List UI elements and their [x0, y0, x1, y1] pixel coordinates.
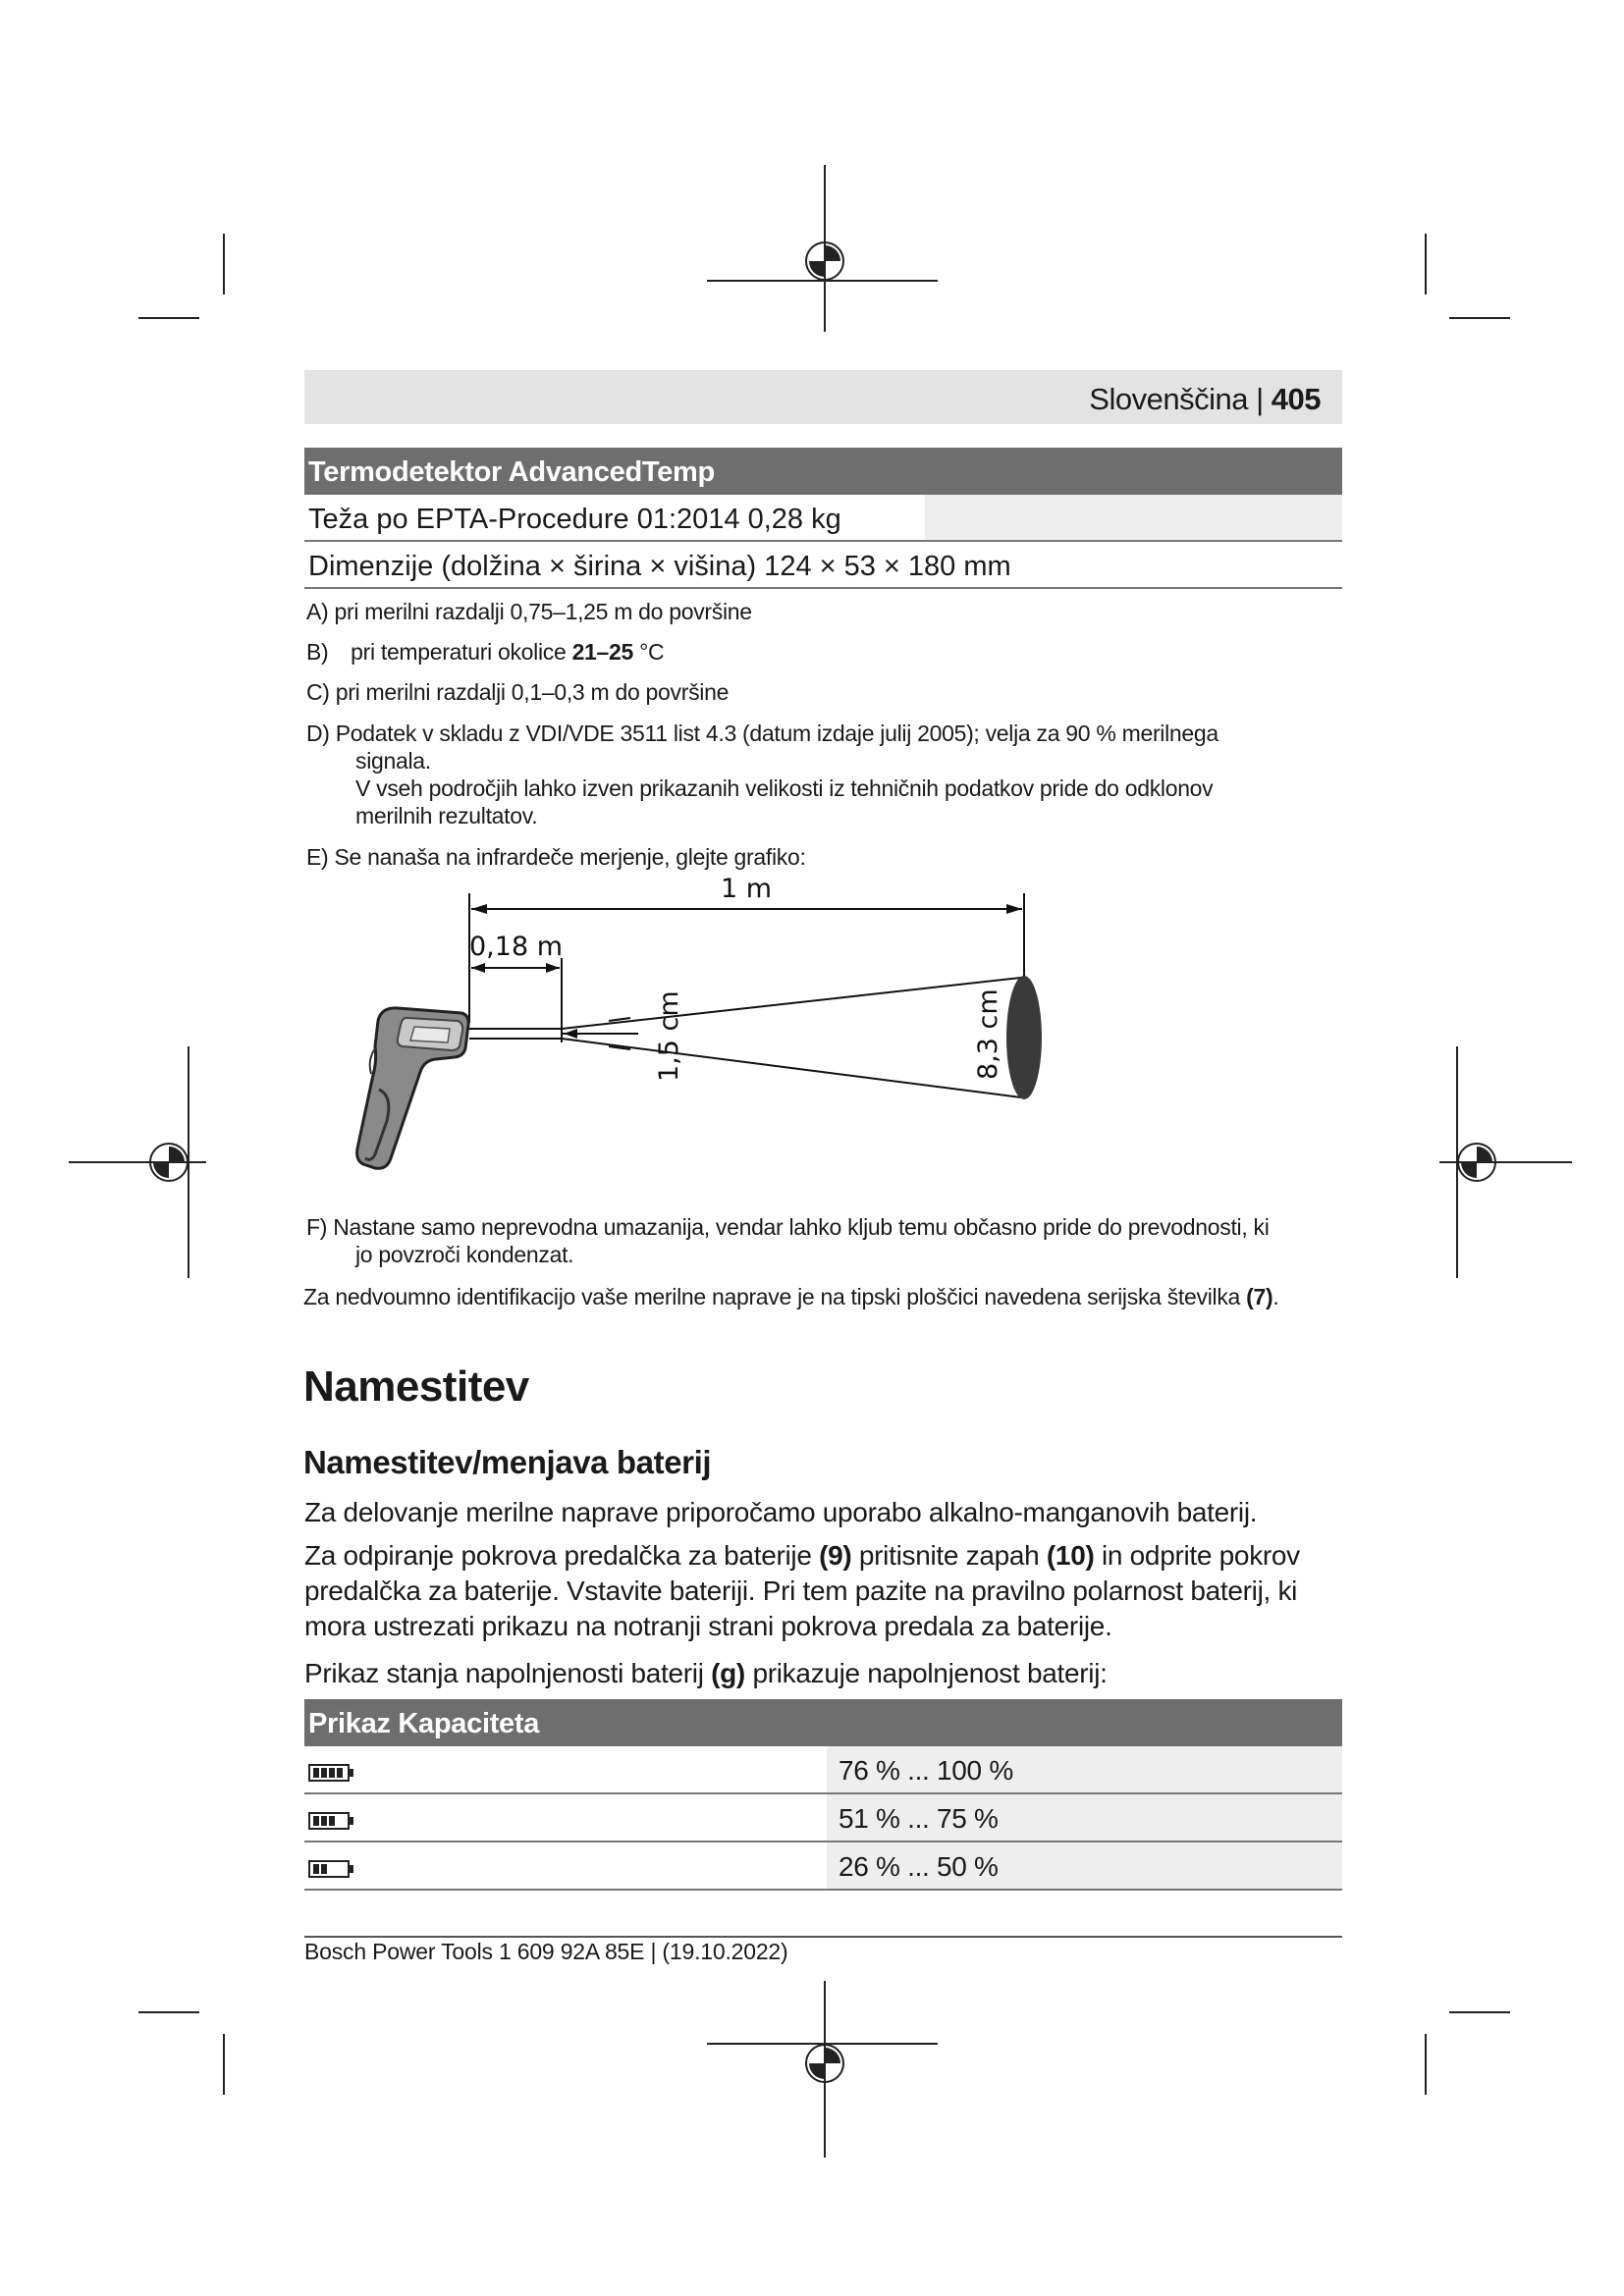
- thermometer-device-icon: [357, 1008, 469, 1168]
- measurement-diagram: [353, 864, 1060, 1198]
- registration-mark-left: [69, 1046, 206, 1282]
- spot-far-label: 8,3 cm: [973, 988, 1003, 1080]
- capacity-range: 51 % ... 75 %: [825, 1794, 1342, 1841]
- paragraph-charge-indicator: Prikaz stanja napolnjenosti baterij (g) prikazuje napolnjenost baterij:: [304, 1658, 1108, 1688]
- spec-row-weight: [304, 495, 1342, 542]
- spot-near-label: 1,5 cm: [654, 990, 684, 1082]
- capacity-range: 26 % ... 50 %: [825, 1842, 1342, 1889]
- registration-mark-top: [707, 165, 943, 332]
- footnote-a: A) pri merilni razdalji 0,75–1,25 m do površine: [306, 599, 752, 624]
- battery-4-bars-icon: [308, 1764, 355, 1782]
- distance-total-label: 1 m: [720, 874, 773, 904]
- capacity-range: 76 % ... 100 %: [825, 1746, 1342, 1792]
- footer-rule: [304, 1936, 1342, 1938]
- capacity-table-title: Prikaz Kapaciteta: [304, 1699, 1342, 1746]
- registration-mark-right: [1439, 1046, 1577, 1282]
- footnote-c: C) pri merilni razdalji 0,1–0,3 m do površine: [306, 679, 730, 705]
- subsection-heading: Namestitev/menjava baterij: [303, 1444, 712, 1480]
- capacity-row: [304, 1842, 1342, 1891]
- distance-near-label: 0,18 m: [469, 932, 564, 962]
- capacity-row: [304, 1794, 1342, 1842]
- page-footer: Bosch Power Tools 1 609 92A 85E | (19.10.2022): [304, 1939, 788, 1964]
- registration-mark-bottom: [707, 1981, 943, 2158]
- battery-2-bars-icon: [308, 1860, 355, 1878]
- battery-3-bars-icon: [308, 1812, 355, 1830]
- footnote-b: B) pri temperaturi okolice 21–25 °C: [306, 639, 665, 665]
- paragraph-battery-compartment: Za odpiranje pokrova predalčka za baterije (9) pritisnite zapah (10) in odprite pokrov predalčka za baterije. Vstavite bateriji. Pri tem pazite na pravilno polarnost baterij, ki mora ustrezati prikazu na notranji strani pokrova predala za baterije.: [304, 1540, 1300, 1641]
- footnote-e: E) Se nanaša na infrardeče merjenje, glejte grafiko:: [306, 844, 806, 870]
- page-number: 405: [1271, 382, 1321, 416]
- header-separator: |: [1256, 382, 1264, 416]
- paragraph-batteries-recommendation: Za delovanje merilne naprave priporočamo uporabo alkalno-manganovih baterij.: [304, 1497, 1258, 1527]
- spec-row-text: Teža po EPTA-Procedure 01:2014 0,28 kg: [308, 504, 841, 535]
- target-spot: [1006, 976, 1042, 1099]
- spec-row-dimensions: [304, 542, 1342, 589]
- header-section: Slovenščina: [1089, 382, 1248, 416]
- footnote-f: F) Nastane samo neprevodna umazanija, vendar lahko kljub temu občasno pride do prevodnosti, ki jo povzroči kondenzat.: [306, 1214, 1270, 1267]
- footnote-d: D) Podatek v skladu z VDI/VDE 3511 list 4.3 (datum izdaje julij 2005); velja za 90 % merilnega signala. V vseh področjih lahko izven prikazanih velikosti iz tehničnih podatkov pride do odklonov merilnih rezultatov.: [306, 721, 1218, 828]
- section-heading: Namestitev: [303, 1362, 529, 1411]
- spec-table-title: Termodetektor AdvancedTemp: [304, 448, 1342, 495]
- capacity-row: [304, 1746, 1342, 1794]
- capacity-table: [304, 1699, 1342, 1891]
- spec-table: [304, 448, 1342, 589]
- serial-number-note: Za nedvoumno identifikacijo vaše merilne naprave je na tipski ploščici navedena serijska številka (7).: [303, 1284, 1279, 1309]
- spec-row-text: Dimenzije (dolžina × širina × višina) 124 × 53 × 180 mm: [308, 551, 1011, 582]
- page-header: [304, 370, 1342, 424]
